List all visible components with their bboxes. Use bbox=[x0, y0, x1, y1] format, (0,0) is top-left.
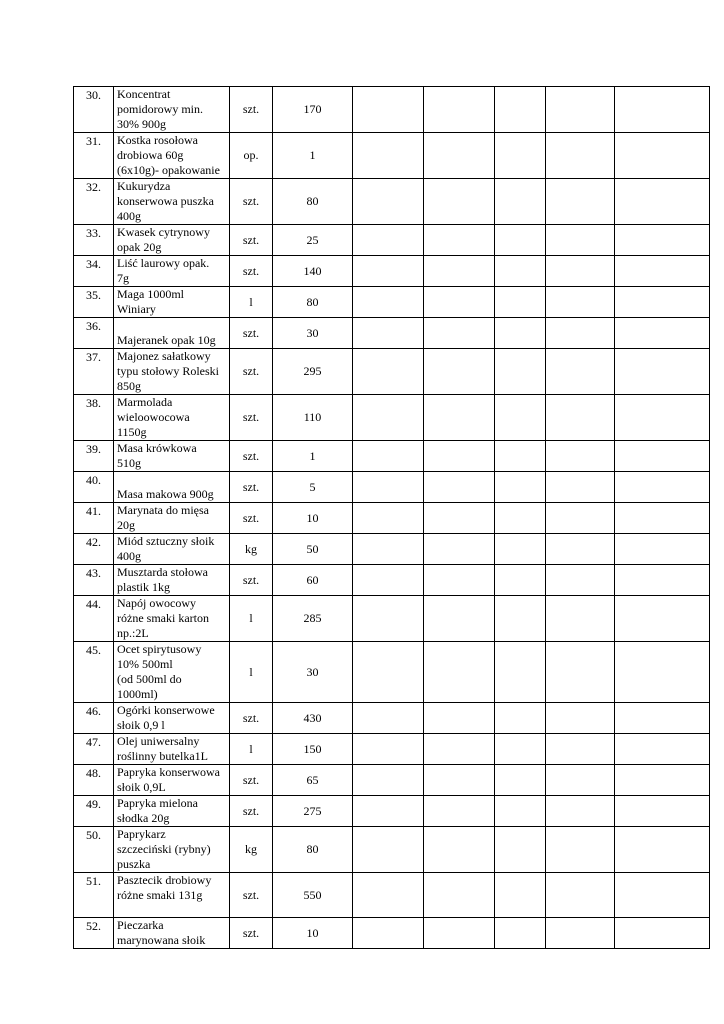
blank-cell bbox=[546, 734, 615, 765]
blank-cell bbox=[424, 873, 495, 918]
blank-cell bbox=[495, 503, 546, 534]
blank-cell bbox=[353, 225, 424, 256]
product-name-line: drobiowa 60g bbox=[117, 148, 184, 162]
product-name bbox=[114, 287, 230, 318]
product-name-line: 510g bbox=[117, 456, 141, 470]
blank-cell bbox=[424, 918, 495, 949]
row-number: 46. bbox=[74, 703, 114, 734]
blank-cell bbox=[615, 87, 710, 133]
blank-cell bbox=[615, 873, 710, 918]
product-name-line: marynowana słoik bbox=[117, 933, 206, 947]
blank-cell bbox=[615, 565, 710, 596]
product-name-line: 1000ml) bbox=[117, 687, 158, 701]
blank-cell bbox=[424, 256, 495, 287]
unit-cell: szt. bbox=[230, 472, 273, 503]
blank-cell bbox=[424, 765, 495, 796]
product-name-line: 400g bbox=[117, 549, 141, 563]
quantity-cell: 140 bbox=[273, 256, 353, 287]
table-row bbox=[74, 796, 710, 827]
quantity-cell: 285 bbox=[273, 596, 353, 642]
table-row bbox=[74, 395, 710, 441]
quantity-cell: 80 bbox=[273, 179, 353, 225]
unit-cell: szt. bbox=[230, 395, 273, 441]
blank-cell bbox=[353, 179, 424, 225]
blank-cell bbox=[495, 827, 546, 873]
blank-cell bbox=[615, 287, 710, 318]
product-name bbox=[114, 503, 230, 534]
table-row bbox=[74, 534, 710, 565]
row-number: 45. bbox=[74, 642, 114, 703]
blank-cell bbox=[615, 765, 710, 796]
product-name-line: opak 20g bbox=[117, 240, 162, 254]
blank-cell bbox=[424, 349, 495, 395]
product-name bbox=[114, 873, 230, 918]
row-number: 47. bbox=[74, 734, 114, 765]
blank-cell bbox=[353, 534, 424, 565]
quantity-cell: 170 bbox=[273, 87, 353, 133]
unit-cell: szt. bbox=[230, 503, 273, 534]
product-name bbox=[114, 441, 230, 472]
unit-cell: szt. bbox=[230, 918, 273, 949]
blank-cell bbox=[424, 225, 495, 256]
unit-cell: l bbox=[230, 734, 273, 765]
product-name-line: Paprykarz bbox=[117, 827, 166, 841]
unit-cell: l bbox=[230, 596, 273, 642]
blank-cell bbox=[353, 256, 424, 287]
unit-cell: szt. bbox=[230, 87, 273, 133]
blank-cell bbox=[495, 349, 546, 395]
blank-cell bbox=[353, 734, 424, 765]
blank-cell bbox=[546, 287, 615, 318]
product-name-line: słodka 20g bbox=[117, 811, 170, 825]
blank-cell bbox=[495, 734, 546, 765]
unit-cell: szt. bbox=[230, 441, 273, 472]
blank-cell bbox=[495, 642, 546, 703]
blank-cell bbox=[424, 318, 495, 349]
blank-cell bbox=[546, 565, 615, 596]
blank-cell bbox=[546, 318, 615, 349]
row-number: 37. bbox=[74, 349, 114, 395]
blank-cell bbox=[546, 349, 615, 395]
blank-cell bbox=[424, 179, 495, 225]
blank-cell bbox=[615, 472, 710, 503]
product-name-line: Winiary bbox=[117, 302, 156, 316]
product-name-line: Pasztecik drobiowy bbox=[117, 873, 212, 887]
product-name bbox=[114, 349, 230, 395]
blank-cell bbox=[353, 703, 424, 734]
blank-cell bbox=[353, 87, 424, 133]
blank-cell bbox=[495, 765, 546, 796]
product-name-line: Napój owocowy bbox=[117, 596, 196, 610]
blank-cell bbox=[615, 734, 710, 765]
blank-cell bbox=[353, 918, 424, 949]
unit-cell: kg bbox=[230, 827, 273, 873]
blank-cell bbox=[424, 796, 495, 827]
product-name-line: 1150g bbox=[117, 425, 147, 439]
table-row bbox=[74, 873, 710, 918]
table-row bbox=[74, 349, 710, 395]
product-name-line: Koncentrat bbox=[117, 87, 171, 101]
product-name bbox=[114, 256, 230, 287]
unit-cell: l bbox=[230, 642, 273, 703]
product-name-line: Majeranek opak 10g bbox=[117, 333, 216, 347]
product-name-line bbox=[117, 472, 226, 487]
blank-cell bbox=[546, 472, 615, 503]
quantity-cell: 25 bbox=[273, 225, 353, 256]
row-number: 49. bbox=[74, 796, 114, 827]
product-name bbox=[114, 565, 230, 596]
product-name-line: Ogórki konserwowe bbox=[117, 703, 215, 717]
blank-cell bbox=[546, 827, 615, 873]
blank-cell bbox=[546, 256, 615, 287]
row-number: 31. bbox=[74, 133, 114, 179]
blank-cell bbox=[424, 472, 495, 503]
blank-cell bbox=[353, 503, 424, 534]
blank-cell bbox=[424, 703, 495, 734]
quantity-cell: 1 bbox=[273, 441, 353, 472]
unit-cell: szt. bbox=[230, 565, 273, 596]
quantity-cell: 80 bbox=[273, 827, 353, 873]
blank-cell bbox=[353, 349, 424, 395]
blank-cell bbox=[353, 765, 424, 796]
blank-cell bbox=[353, 796, 424, 827]
blank-cell bbox=[353, 873, 424, 918]
blank-cell bbox=[615, 503, 710, 534]
product-name-line: (od 500ml do bbox=[117, 672, 182, 686]
product-name-line: różne smaki 131g bbox=[117, 888, 203, 902]
product-name bbox=[114, 596, 230, 642]
blank-cell bbox=[495, 256, 546, 287]
blank-cell bbox=[495, 565, 546, 596]
product-name-line: 30% 900g bbox=[117, 117, 166, 131]
product-name-line: Liść laurowy opak. bbox=[117, 256, 210, 270]
table-row bbox=[74, 472, 710, 503]
blank-cell bbox=[546, 796, 615, 827]
quantity-cell: 150 bbox=[273, 734, 353, 765]
blank-cell bbox=[615, 441, 710, 472]
product-name-line: wieloowocowa bbox=[117, 410, 190, 424]
product-name-line: Majonez sałatkowy bbox=[117, 349, 211, 363]
row-number: 42. bbox=[74, 534, 114, 565]
blank-cell bbox=[424, 534, 495, 565]
table-row bbox=[74, 596, 710, 642]
blank-cell bbox=[495, 395, 546, 441]
blank-cell bbox=[615, 827, 710, 873]
blank-cell bbox=[546, 441, 615, 472]
product-name-line: Masa krówkowa bbox=[117, 441, 197, 455]
product-name bbox=[114, 734, 230, 765]
blank-cell bbox=[353, 642, 424, 703]
unit-cell: szt. bbox=[230, 225, 273, 256]
product-name-line: Kwasek cytrynowy bbox=[117, 225, 210, 239]
product-name bbox=[114, 918, 230, 949]
blank-cell bbox=[353, 287, 424, 318]
blank-cell bbox=[615, 642, 710, 703]
blank-cell bbox=[424, 87, 495, 133]
row-number: 40. bbox=[74, 472, 114, 503]
quantity-cell: 110 bbox=[273, 395, 353, 441]
unit-cell: szt. bbox=[230, 179, 273, 225]
unit-cell: szt. bbox=[230, 765, 273, 796]
table-row bbox=[74, 565, 710, 596]
blank-cell bbox=[495, 796, 546, 827]
product-name bbox=[114, 395, 230, 441]
blank-cell bbox=[546, 873, 615, 918]
blank-cell bbox=[424, 827, 495, 873]
blank-cell bbox=[546, 765, 615, 796]
unit-cell: szt. bbox=[230, 703, 273, 734]
blank-cell bbox=[495, 596, 546, 642]
row-number: 50. bbox=[74, 827, 114, 873]
product-table bbox=[73, 86, 710, 949]
blank-cell bbox=[546, 918, 615, 949]
blank-cell bbox=[615, 596, 710, 642]
table-row bbox=[74, 827, 710, 873]
product-name-line bbox=[117, 318, 226, 333]
product-name bbox=[114, 765, 230, 796]
table-row bbox=[74, 503, 710, 534]
blank-cell bbox=[615, 703, 710, 734]
product-name-line: 20g bbox=[117, 518, 135, 532]
blank-cell bbox=[353, 441, 424, 472]
product-name-line: Papryka mielona bbox=[117, 796, 198, 810]
table-row bbox=[74, 87, 710, 133]
blank-cell bbox=[615, 133, 710, 179]
product-name bbox=[114, 179, 230, 225]
product-name-line: Musztarda stołowa bbox=[117, 565, 208, 579]
unit-cell: kg bbox=[230, 534, 273, 565]
blank-cell bbox=[615, 796, 710, 827]
quantity-cell: 5 bbox=[273, 472, 353, 503]
product-name-line: (6x10g)- opakowanie bbox=[117, 163, 220, 177]
blank-cell bbox=[546, 596, 615, 642]
unit-cell: op. bbox=[230, 133, 273, 179]
table-row bbox=[74, 256, 710, 287]
blank-cell bbox=[353, 827, 424, 873]
quantity-cell: 30 bbox=[273, 642, 353, 703]
blank-cell bbox=[615, 318, 710, 349]
product-name-line: typu stołowy Roleski bbox=[117, 364, 220, 378]
unit-cell: szt. bbox=[230, 256, 273, 287]
blank-cell bbox=[495, 441, 546, 472]
table-row bbox=[74, 703, 710, 734]
product-name bbox=[114, 225, 230, 256]
product-name bbox=[114, 472, 230, 503]
table-row bbox=[74, 225, 710, 256]
blank-cell bbox=[353, 565, 424, 596]
blank-cell bbox=[546, 703, 615, 734]
blank-cell bbox=[495, 472, 546, 503]
quantity-cell: 30 bbox=[273, 318, 353, 349]
blank-cell bbox=[424, 734, 495, 765]
row-number: 41. bbox=[74, 503, 114, 534]
blank-cell bbox=[495, 534, 546, 565]
blank-cell bbox=[546, 225, 615, 256]
blank-cell bbox=[546, 503, 615, 534]
product-name bbox=[114, 87, 230, 133]
blank-cell bbox=[424, 503, 495, 534]
blank-cell bbox=[546, 133, 615, 179]
row-number: 44. bbox=[74, 596, 114, 642]
table-row bbox=[74, 179, 710, 225]
quantity-cell: 550 bbox=[273, 873, 353, 918]
blank-cell bbox=[424, 287, 495, 318]
product-name-line: plastik 1kg bbox=[117, 580, 170, 594]
blank-cell bbox=[546, 395, 615, 441]
product-name-line: Papryka konserwowa bbox=[117, 765, 220, 779]
row-number: 30. bbox=[74, 87, 114, 133]
blank-cell bbox=[353, 395, 424, 441]
blank-cell bbox=[495, 87, 546, 133]
row-number: 33. bbox=[74, 225, 114, 256]
unit-cell: szt. bbox=[230, 873, 273, 918]
product-name-line: Maga 1000ml bbox=[117, 287, 184, 301]
quantity-cell: 10 bbox=[273, 918, 353, 949]
blank-cell bbox=[615, 918, 710, 949]
quantity-cell: 295 bbox=[273, 349, 353, 395]
product-name-line: np.:2L bbox=[117, 626, 149, 640]
product-name-line: słoik 0,9L bbox=[117, 780, 166, 794]
blank-cell bbox=[495, 703, 546, 734]
product-name bbox=[114, 703, 230, 734]
table-row bbox=[74, 318, 710, 349]
blank-cell bbox=[495, 873, 546, 918]
product-name bbox=[114, 827, 230, 873]
blank-cell bbox=[424, 133, 495, 179]
blank-cell bbox=[424, 642, 495, 703]
blank-cell bbox=[615, 534, 710, 565]
product-name-line: szczeciński (rybny) bbox=[117, 842, 211, 856]
product-name-line: Kukurydza bbox=[117, 179, 171, 193]
quantity-cell: 10 bbox=[273, 503, 353, 534]
blank-cell bbox=[546, 87, 615, 133]
row-number: 52. bbox=[74, 918, 114, 949]
table-row bbox=[74, 642, 710, 703]
product-name bbox=[114, 796, 230, 827]
blank-cell bbox=[615, 395, 710, 441]
unit-cell: szt. bbox=[230, 318, 273, 349]
blank-cell bbox=[353, 472, 424, 503]
blank-cell bbox=[615, 256, 710, 287]
row-number: 39. bbox=[74, 441, 114, 472]
blank-cell bbox=[353, 133, 424, 179]
product-name-line: 850g bbox=[117, 379, 141, 393]
blank-cell bbox=[546, 642, 615, 703]
quantity-cell: 50 bbox=[273, 534, 353, 565]
product-name bbox=[114, 642, 230, 703]
row-number: 48. bbox=[74, 765, 114, 796]
product-name bbox=[114, 133, 230, 179]
table-row bbox=[74, 133, 710, 179]
table-row bbox=[74, 441, 710, 472]
row-number: 38. bbox=[74, 395, 114, 441]
product-name-line: pomidorowy min. bbox=[117, 102, 203, 116]
quantity-cell: 80 bbox=[273, 287, 353, 318]
row-number: 35. bbox=[74, 287, 114, 318]
row-number: 34. bbox=[74, 256, 114, 287]
product-name-line: Ocet spirytusowy bbox=[117, 642, 202, 656]
product-name bbox=[114, 318, 230, 349]
blank-cell bbox=[353, 596, 424, 642]
quantity-cell: 275 bbox=[273, 796, 353, 827]
row-number: 43. bbox=[74, 565, 114, 596]
blank-cell bbox=[495, 318, 546, 349]
product-name-line: Kostka rosołowa bbox=[117, 133, 198, 147]
row-number: 51. bbox=[74, 873, 114, 918]
product-name-line: słoik 0,9 l bbox=[117, 718, 165, 732]
blank-cell bbox=[424, 565, 495, 596]
blank-cell bbox=[615, 225, 710, 256]
row-number: 36. bbox=[74, 318, 114, 349]
quantity-cell: 1 bbox=[273, 133, 353, 179]
blank-cell bbox=[424, 441, 495, 472]
product-name-line: Pieczarka bbox=[117, 918, 164, 932]
blank-cell bbox=[615, 179, 710, 225]
product-name-line: Miód sztuczny słoik bbox=[117, 534, 215, 548]
product-name-line: 7g bbox=[117, 271, 129, 285]
product-name bbox=[114, 534, 230, 565]
product-name-line: Marmolada bbox=[117, 395, 173, 409]
blank-cell bbox=[495, 225, 546, 256]
product-name-line: konserwowa puszka bbox=[117, 194, 214, 208]
blank-cell bbox=[353, 318, 424, 349]
product-name-line: 400g bbox=[117, 209, 141, 223]
blank-cell bbox=[495, 287, 546, 318]
blank-cell bbox=[495, 133, 546, 179]
table-row bbox=[74, 734, 710, 765]
product-name-line: Marynata do mięsa bbox=[117, 503, 209, 517]
row-number: 32. bbox=[74, 179, 114, 225]
unit-cell: l bbox=[230, 287, 273, 318]
product-name-line: różne smaki karton bbox=[117, 611, 209, 625]
table-row bbox=[74, 287, 710, 318]
quantity-cell: 60 bbox=[273, 565, 353, 596]
product-name-line: Olej uniwersalny bbox=[117, 734, 200, 748]
blank-cell bbox=[615, 349, 710, 395]
unit-cell: szt. bbox=[230, 796, 273, 827]
blank-cell bbox=[546, 534, 615, 565]
product-name-line: Masa makowa 900g bbox=[117, 487, 214, 501]
blank-cell bbox=[424, 395, 495, 441]
unit-cell: szt. bbox=[230, 349, 273, 395]
table-row bbox=[74, 918, 710, 949]
blank-cell bbox=[424, 596, 495, 642]
blank-cell bbox=[546, 179, 615, 225]
table-row bbox=[74, 765, 710, 796]
product-name-line: puszka bbox=[117, 857, 151, 871]
quantity-cell: 430 bbox=[273, 703, 353, 734]
blank-cell bbox=[495, 179, 546, 225]
blank-cell bbox=[495, 918, 546, 949]
product-name-line: roślinny butelka1L bbox=[117, 749, 208, 763]
product-name-line: 10% 500ml bbox=[117, 657, 173, 671]
quantity-cell: 65 bbox=[273, 765, 353, 796]
